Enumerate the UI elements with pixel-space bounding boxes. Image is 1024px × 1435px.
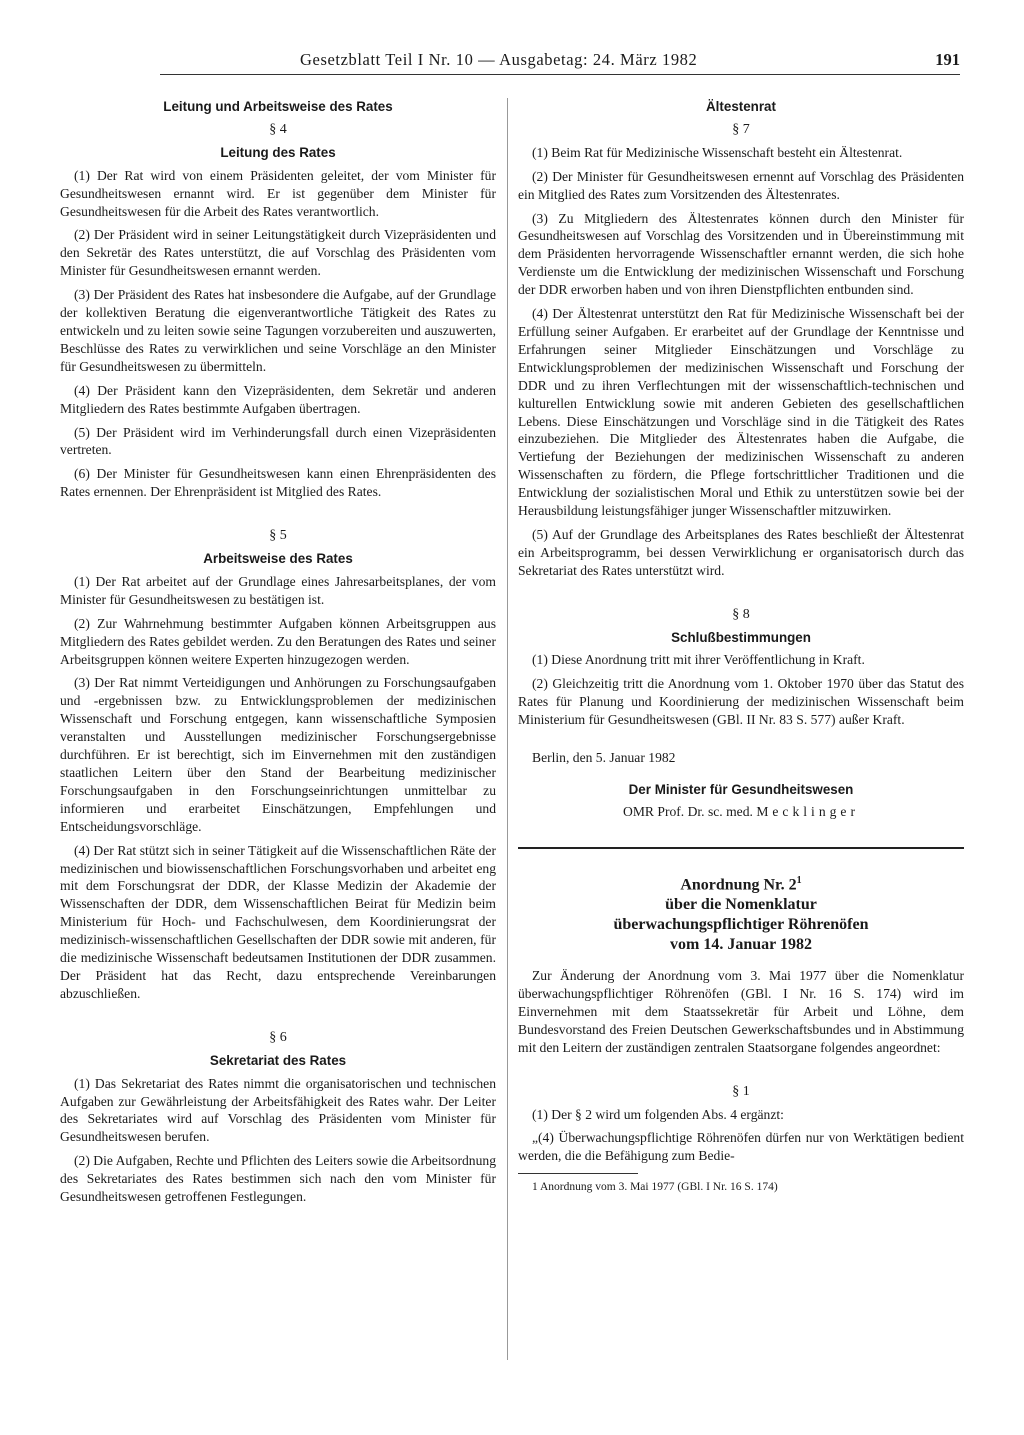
section-title: Sekretariat des Rates [209, 1052, 347, 1068]
header-rule [160, 74, 960, 75]
document-title [518, 871, 964, 955]
paragraph: (6) Der Minister für Gesundheitswesen kann einen Ehrenpräsidenten des Rates ernennen. Der Ehrenpräsident ist Mitglied des Rates. [60, 466, 496, 500]
section-title: Schlußbestimmungen [671, 629, 811, 645]
title-line: vom 14. Januar 1982 [670, 936, 812, 954]
title-line: überwachungspflichtiger Röhrenöfen [613, 916, 869, 934]
signatory-prefix: OMR Prof. Dr. sc. med. [623, 803, 753, 819]
paragraph: (5) Auf der Grundlage des Arbeitsplanes des Rates beschließt der Ältestenrat ein Arbeitsprogramm, bei dessen Verwirklichung er organisatorisch durch das Sekretariat des Rates unterstützt wird. [518, 526, 964, 578]
section-title: Leitung des Rates [220, 144, 336, 160]
paragraph: (1) Das Sekretariat des Rates nimmt die organisatorischen und technischen Aufgaben zur Gewährleistung der Arbeitsfähigkeit des Rates wahr. Der Leiter des Sekretariates wird auf Vorschlag des Präsidenten vom Minister für Gesundheitswesen berufen. [60, 1075, 496, 1145]
right-column [518, 98, 964, 1194]
paragraph: (2) Der Präsident wird in seiner Leitungstätigkeit durch Vizepräsidenten und den Sekretär des Rates unterstützt, die auf Vorschlag des Präsidenten vom Minister für Gesundheitswesen ernannt werden. [60, 227, 496, 279]
paragraph: (2) Zur Wahrnehmung bestimmter Aufgaben können Arbeitsgruppen aus Mitgliedern des Rates gebildet werden. Zu den Beratungen des Rates und seiner Arbeitsgruppen können weitere Experten hinzugezogen werden. [60, 615, 496, 667]
signatory-name [518, 803, 964, 821]
column-divider [507, 98, 508, 1360]
paragraph: (1) Der Rat wird von einem Präsidenten geleitet, der vom Minister für Gesundheitswesen ernannt wird. Er ist gegenüber dem Minister für Gesundheitswesen für die Arbeit des Rates verantwortlich. [60, 167, 496, 219]
paragraph: (2) Gleichzeitig tritt die Anordnung vom 1. Oktober 1970 über das Statut des Rates für Planung und Koordinierung der medizinischen Wissenschaft beim Ministerium für Gesundheitswesen (GBl. II Nr. 83 S. 577) außer Kraft. [518, 676, 964, 728]
paragraph: (3) Der Präsident des Rates hat insbesondere die Aufgabe, auf der Grundlage der kollektiven Beratung die eigenverantwortliche Tätigkeit des Rates zu entwickeln und zu leiten sowie seine Tagungen vorzubereiten und auszuwerten, Beschlüsse des Rates zu verwirklichen und seine Vorschläge an den Minister für Gesundheitswesen zu übermitteln. [60, 287, 496, 374]
chapter-title: Ältestenrat [706, 99, 776, 114]
paragraph: (1) Diese Anordnung tritt mit ihrer Veröffentlichung in Kraft. [532, 652, 865, 668]
preamble: Zur Änderung der Anordnung vom 3. Mai 1977 über die Nomenklatur überwachungspflichtiger Röhrenöfen (GBl. I Nr. 16 S. 174) wird im Einvernehmen mit dem Staatssekretär für Arbeit und Löhne, dem Bundesvorstand des Freien Deutschen Gewerkschaftsbundes und in Abstimmung mit den Leitern der zuständigen zentralen Staatsorgane folgendes angeordnet: [518, 968, 964, 1055]
signatory-surname: Mecklinger [756, 803, 859, 819]
page-header [160, 50, 960, 80]
section-title: Arbeitsweise des Rates [203, 551, 353, 567]
paragraph: (5) Der Präsident wird im Verhinderungsfall durch einen Vizepräsidenten vertreten. [60, 424, 496, 458]
title-line: über die Nomenklatur [665, 896, 817, 914]
section-number: § 5 [269, 528, 287, 544]
paragraph: (1) Der Rat arbeitet auf der Grundlage eines Jahresarbeitsplanes, der vom Minister für Gesundheitswesen zu bestätigen ist. [60, 573, 496, 607]
paragraph: (2) Die Aufgaben, Rechte und Pflichten des Leiters sowie die Arbeitsordnung des Sekretariates des Rates bestimmen sich nach den vom Minister für Gesundheitswesen getroffenen Festlegungen. [60, 1153, 496, 1205]
running-head: Gesetzblatt Teil I Nr. 10 — Ausgabetag: 24. März 1982 [300, 50, 698, 69]
signatory-office: Der Minister für Gesundheitswesen [628, 782, 854, 797]
section-number: § 4 [269, 121, 287, 137]
paragraph: (3) Zu Mitgliedern des Ältestenrates können durch den Minister für Gesundheitswesen auf Vorschlag des Vorsitzenden und in Übereinstimmung mit dem Präsidenten hervorragende Wissenschaftler ernannt werden, die sich hohe Verdienste um die Entwicklung der medizinischen Wissenschaft und Forschung der DDR erworben haben und von ihren Dienstpflichten entbunden sind. [518, 210, 964, 298]
paragraph: (1) Der § 2 wird um folgenden Abs. 4 ergänzt: [532, 1106, 784, 1122]
section-number: § 1 [732, 1083, 750, 1099]
paragraph: (1) Beim Rat für Medizinische Wissenschaft besteht ein Ältestenrat. [532, 144, 903, 160]
page-number: 191 [935, 50, 960, 69]
paragraph: (2) Der Minister für Gesundheitswesen ernennt auf Vorschlag des Präsidenten ein Mitglied des Rates zum Vorsitzenden des Ältestenrates. [518, 168, 964, 202]
footnote-rule [518, 1173, 638, 1174]
footnote-marker: 1 [796, 874, 802, 886]
paragraph: (4) Der Rat stützt sich in seiner Tätigkeit auf die Wissenschaftlichen Räte der medizinischen und biowissenschaftlichen Forschungsvorhaben und arbeitet eng mit dem Forschungsrat der DDR, der Klasse Medizin der Akademie der Wissenschaften der DDR, dem Wissenschaftlichen Beirat für Medizin beim Ministerium für Hoch- und Fachschulwesen, dem Koordinierungsrat der medizinisch-wissenschaftlichen Gesellschaften der DDR sowie mit anderen, für die medizinische Wissenschaft bedeutsamen Institutionen der DDR zusammen. Der Präsident hat das Recht, dazu entsprechende Vereinbarungen abzuschließen. [60, 842, 496, 1001]
title-line: Anordnung Nr. 2 [680, 876, 797, 894]
paragraph: „(4) Überwachungspflichtige Röhrenöfen dürfen nur von Werktätigen bedient werden, die die Befähigung zum Bedie- [518, 1130, 964, 1164]
document-separator [518, 847, 964, 849]
section-number: § 8 [732, 606, 750, 622]
section-number: § 7 [732, 121, 750, 137]
section-number: § 6 [269, 1029, 287, 1045]
signature-block [518, 749, 964, 821]
place-date: Berlin, den 5. Januar 1982 [532, 750, 676, 766]
paragraph: (4) Der Präsident kann den Vizepräsidenten, dem Sekretär und anderen Mitgliedern des Rates bestimmte Aufgaben übertragen. [60, 382, 496, 416]
chapter-title: Leitung und Arbeitsweise des Rates [163, 99, 393, 114]
footnote: 1 Anordnung vom 3. Mai 1977 (GBl. I Nr. 16 S. 174) [532, 1181, 778, 1194]
paragraph: (4) Der Ältestenrat unterstützt den Rat für Medizinische Wissenschaft bei der Erfüllung seiner Aufgaben. Er erarbeitet auf der Grundlage der Kenntnisse und Erfahrungen seiner Mitglieder Einschätzungen und Vorschläge zu Entwicklungsproblemen der medizinischen Wissenschaft und Forschung der DDR und zu ihren Verflechtungen mit der wissenschaftlich-technischen und kulturellen Entwicklung sowie mit anderen Gebieten des gesellschaftlichen Lebens. Diese Einschätzungen und Vorschläge sind in die Tätigkeit des Rates einzubeziehen. Die Mitglieder des Ältestenrates haben die Aufgabe, die Vertiefung der Beziehungen der medizinischen Wissenschaft zu anderen Wissenschaften zu fördern, die Pflege fortschrittlicher Traditionen und die Entwicklung der sozialistischen Moral und Ethik zu unterstützen sowie bei der Herausbildung leistungsfähiger junger Wissenschaftler mitzuwirken. [518, 306, 964, 519]
left-column [60, 98, 496, 1212]
paragraph: (3) Der Rat nimmt Verteidigungen und Anhörungen zu Forschungsaufgaben und -ergebnissen bzw. zu Entwicklungsproblemen der medizinischen Wissenschaft und Forschung entgegen, kann wissenschaftliche Symposien veranstalten und Ausstellungen medizinischer Forschungsergebnisse durchführen. Er ist berechtigt, sich im Einvernehmen mit den zuständigen staatlichen Leitern über den Stand der Bearbeitung medizinischer Forschungsaufgaben in den Forschungseinrichtungen unmittelbar zu informieren und erarbeitet Einschätzungen, Empfehlungen und Entscheidungsvorschläge. [60, 675, 496, 834]
